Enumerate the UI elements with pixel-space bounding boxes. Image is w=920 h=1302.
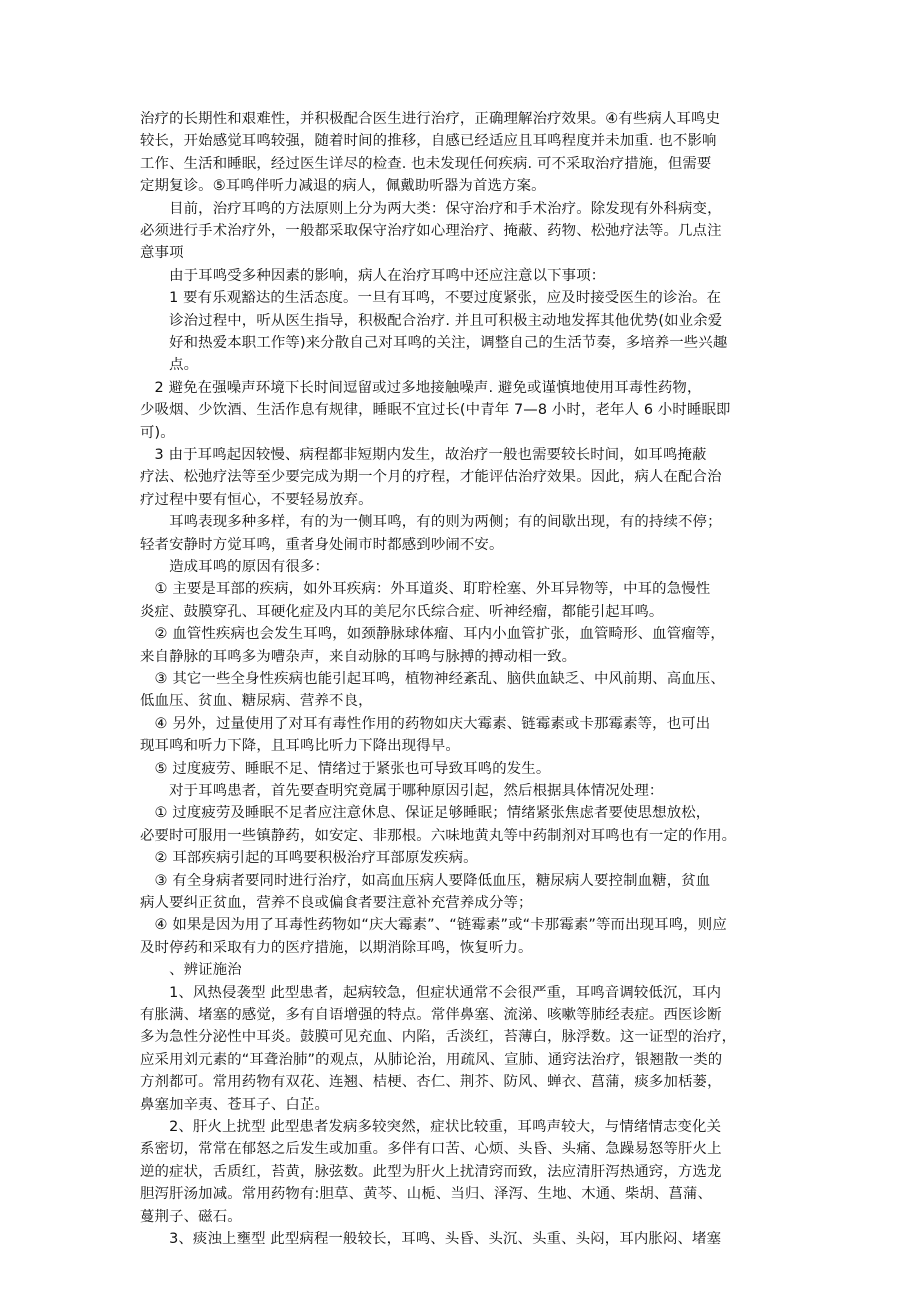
paragraph xyxy=(140,668,780,713)
paragraph xyxy=(140,982,780,1116)
text-line: 耳鸣表现多种多样，有的为一侧耳鸣，有的则为两侧；有的间歇出现，有的持续不停； xyxy=(140,514,722,531)
text-line: ④ 另外，过量使用了对耳有毒性作用的药物如庆大霉素、链霉素或卡那霉素等，也可出 xyxy=(140,715,711,732)
paragraph xyxy=(140,914,780,959)
text-line: 鼻塞加辛夷、苍耳子、白芷。 xyxy=(140,1096,330,1113)
paragraph xyxy=(140,556,780,578)
text-line: ① 主要是耳部的疾病，如外耳疾病：外耳道炎、耵聍栓塞、外耳异物等，中耳的急慢性 xyxy=(140,581,711,598)
text-line: 、辨证施治 xyxy=(140,962,242,979)
text-line: 目前，治疗耳鸣的方法原则上分为两大类：保守治疗和手术治疗。除发现有外科病变， xyxy=(140,200,722,217)
paragraph xyxy=(140,959,780,981)
text-line: 病人要纠正贫血，营养不良或偏食者要注意补充营养成分等； xyxy=(140,895,533,911)
text-line: 3、痰浊上壅型 此型病程一般较长，耳鸣、头昏、头沉、头重、头闷，耳内胀闷、堵塞 xyxy=(140,1231,722,1247)
paragraph xyxy=(140,377,780,444)
paragraph xyxy=(140,802,780,847)
text-line: 少吸烟、少饮酒、生活作息有规律，睡眠不宜过长(中青年 7—8 小时，老年人 6 小时睡眠即 xyxy=(140,402,731,419)
paragraph xyxy=(140,578,780,623)
paragraph xyxy=(140,108,780,198)
text-line: 有胀满、堵塞的感觉，多有自语增强的特点。常伴鼻塞、流涕、咳嗽等肺经表症。西医诊断 xyxy=(140,1007,722,1023)
text-line: 治疗的长期性和艰难性，并积极配合医生进行治疗，正确理解治疗效果。④有些病人耳鸣史 xyxy=(140,111,721,127)
text-line: 轻者安静时方觉耳鸣，重者身处闹市时都感到吵闹不安。 xyxy=(140,536,504,553)
text-line: ⑤ 过度疲劳、睡眠不足、情绪过于紧张也可导致耳鸣的发生。 xyxy=(140,760,551,777)
text-line: 必要时可服用一些镇静药，如安定、非那根。六味地黄丸等中药制剂对耳鸣也有一定的作用。 xyxy=(140,827,737,844)
text-line: 多为急性分泌性中耳炎。鼓膜可见充血、内陷，舌淡红，苔薄白，脉浮数。这一证型的治疗， xyxy=(140,1029,737,1046)
text-line: ② 血管性疾病也会发生耳鸣，如颈静脉球体瘤、耳内小血管扩张，血管畸形、血管瘤等， xyxy=(140,626,725,643)
text-line: ② 耳部疾病引起的耳鸣要积极治疗耳部原发疾病。 xyxy=(140,850,478,867)
text-line: 及时停药和采取有力的医疗措施，以期消除耳鸣，恢复听力。 xyxy=(140,939,533,956)
text-line: ① 过度疲劳及睡眠不足者应注意休息、保证足够睡眠；情绪紧张焦虑者要使思想放松， xyxy=(140,805,711,822)
paragraph xyxy=(140,847,780,869)
text-line: 疗法、松弛疗法等至少要完成为期一个月的疗程，才能评估治疗效果。因此，病人在配合治 xyxy=(140,469,722,486)
text-line: 工作、生活和睡眠，经过医生详尽的检查. 也未发现任何疾病. 可不采取治疗措施，但需要 xyxy=(140,155,712,172)
text-line: 3 由于耳鸣起因较慢、病程都非短期内发生，故治疗一般也需要较长时间，如耳鸣掩蔽 xyxy=(140,447,707,463)
paragraph xyxy=(140,265,780,287)
text-line: 蔓荆子、磁石。 xyxy=(140,1208,242,1225)
paragraph xyxy=(140,1116,780,1228)
text-line: 炎症、鼓膜穿孔、耳硬化症及内耳的美尼尔氏综合症、听神经瘤，都能引起耳鸣。 xyxy=(140,603,664,620)
text-line: ④ 如果是因为用了耳毒性药物如“庆大霉素”、“链霉素”或“卡那霉素”等而出现耳鸣，则应 xyxy=(140,917,727,934)
text-line: 可)。 xyxy=(140,424,175,441)
paragraph xyxy=(140,758,780,780)
paragraph xyxy=(140,287,780,377)
paragraph xyxy=(140,511,780,556)
text-line: 定期复诊。⑤耳鸣伴听力减退的病人，佩戴助听器为首选方案。 xyxy=(140,178,546,195)
paragraph xyxy=(140,780,780,802)
text-line: 诊治过程中，听从医生指导，积极配合治疗. 并且可积极主动地发挥其他优势(如业余爱 xyxy=(140,312,723,329)
text-line: 对于耳鸣患者，首先要查明究竟属于哪种原因引起，然后根据具体情况处理： xyxy=(140,783,664,799)
paragraph xyxy=(140,444,780,511)
text-line: 现耳鸣和听力下降，且耳鸣比听力下降出现得早。 xyxy=(140,738,460,755)
text-line: 逆的症状，舌质红，苔黄，脉弦数。此型为肝火上扰清窍而致，法应清肝泻热通窍，方选龙 xyxy=(140,1163,722,1180)
text-line: 来自静脉的耳鸣多为嘈杂声，来自动脉的耳鸣与脉搏的搏动相一致。 xyxy=(140,648,577,665)
text-line: 2、肝火上扰型 此型患者发病多较突然，症状比较重，耳鸣声较大，与情绪情志变化关 xyxy=(140,1119,722,1135)
text-line: 1、风热侵袭型 此型患者，起病较急，但症状通常不会很严重，耳鸣音调较低沉，耳内 xyxy=(140,984,722,1001)
text-line: 由于耳鸣受多种因素的影响，病人在治疗耳鸣中还应注意以下事项： xyxy=(140,267,606,284)
text-line: 系密切，常常在郁怒之后发生或加重。多伴有口苦、心烦、头昏、头痛、急躁易怒等肝火上 xyxy=(140,1141,722,1158)
text-line: 1 要有乐观豁达的生活态度。一旦有耳鸣，不要过度紧张，应及时接受医生的诊治。在 xyxy=(140,290,722,307)
text-line: 点。 xyxy=(140,357,199,374)
paragraph xyxy=(140,198,780,265)
text-line: 方剂都可。常用药物有双花、连翘、桔梗、杏仁、荆芥、防风、蝉衣、菖蒲，痰多加栝蒌， xyxy=(140,1074,722,1091)
text-line: 应采用刘元素的“耳聋治肺”的观点，从肺论治，用疏风、宣肺、通窍法治疗，银翘散一类的 xyxy=(140,1051,723,1068)
text-line: 低血压、贫血、糖尿病、营养不良， xyxy=(140,693,373,710)
text-line: ③ 其它一些全身性疾病也能引起耳鸣，植物神经紊乱、脑供血缺乏、中风前期、高血压、 xyxy=(140,671,725,687)
text-line: 疗过程中要有恒心，不要轻易放弃。 xyxy=(140,491,373,508)
text-line: 较长，开始感觉耳鸣较强，随着时间的推移，自感已经适应且耳鸣程度并未加重. 也不影响 xyxy=(140,133,717,150)
text-line: ③ 有全身病者要同时进行治疗，如高血压病人要降低血压，糖尿病人要控制血糖，贫血 xyxy=(140,872,711,889)
text-line: 造成耳鸣的原因有很多： xyxy=(140,559,330,575)
text-line: 2 避免在强噪声环境下长时间逗留或过多地接触噪声. 避免或谨慎地使用耳毒性药物， xyxy=(140,379,702,396)
text-line: 意事项 xyxy=(140,245,184,262)
text-line: 胆泻肝汤加减。常用药物有:胆草、黄芩、山栀、当归、泽泻、生地、木通、柴胡、菖蒲、 xyxy=(140,1186,713,1203)
text-line: 必须进行手术治疗外，一般都采取保守治疗如心理治疗、掩蔽、药物、松弛疗法等。几点注 xyxy=(140,223,722,239)
text-line: 好和热爱本职工作等)来分散自己对耳鸣的关注，调整自己的生活节奏，多培养一些兴趣 xyxy=(140,335,728,351)
paragraph xyxy=(140,713,780,758)
paragraph xyxy=(140,623,780,668)
paragraph xyxy=(140,870,780,915)
paragraph xyxy=(140,1228,780,1250)
